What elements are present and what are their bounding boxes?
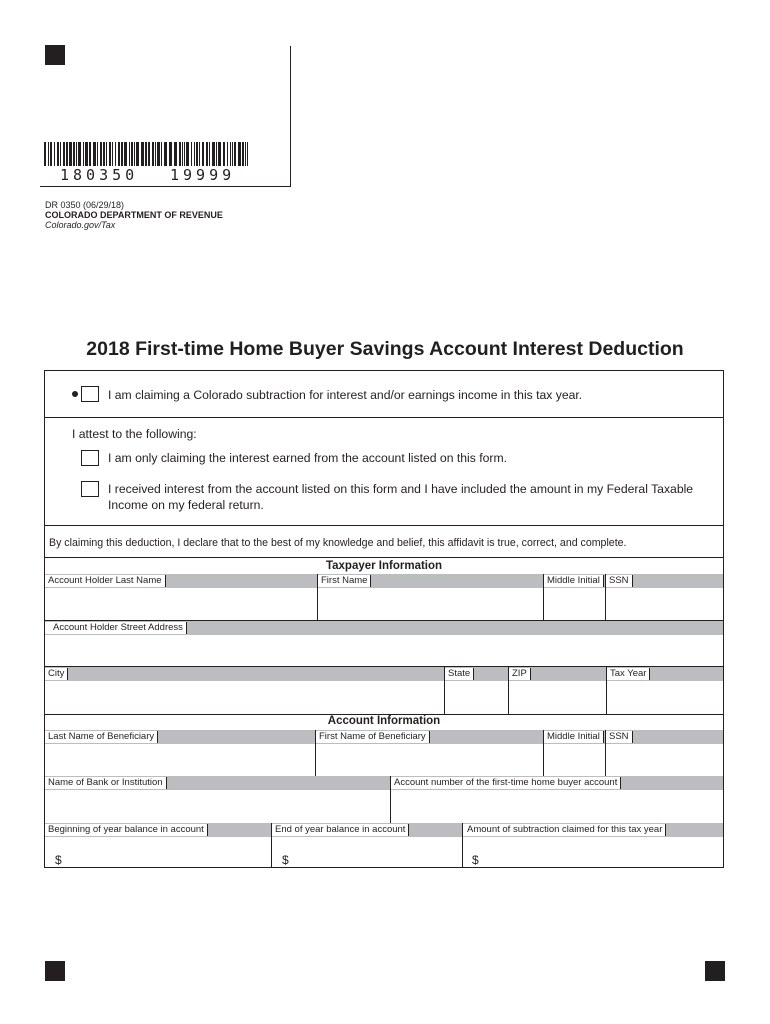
beneficiary-first-name-field[interactable] xyxy=(316,745,543,776)
street-address-field[interactable] xyxy=(45,636,723,666)
taxpayer-section-title: Taxpayer Information xyxy=(325,560,443,572)
barcode-box-right-border xyxy=(290,46,291,186)
tax-year-field[interactable] xyxy=(607,682,723,714)
beneficiary-middle-initial-field[interactable] xyxy=(544,745,605,776)
street-address-label: Account Holder Street Address xyxy=(45,622,187,634)
barcode-bar xyxy=(199,142,200,166)
barcode-bar xyxy=(161,142,162,166)
declaration: By claiming this deduction, I declare that to the best of my knowledge and belief, this affidavit is true, correct, and complete. xyxy=(49,537,627,549)
bank-name-label: Name of Bank or Institution xyxy=(45,777,167,789)
barcode-bar xyxy=(97,142,98,166)
ending-balance-field[interactable] xyxy=(272,838,462,868)
barcode-bar xyxy=(85,142,88,166)
barcode-bar xyxy=(155,142,156,166)
barcode-bar xyxy=(63,142,65,166)
state-label: State xyxy=(445,668,474,680)
barcode-bar xyxy=(182,142,183,166)
barcode-bar xyxy=(106,142,107,166)
barcode-bar xyxy=(112,142,113,166)
barcode-bar xyxy=(118,142,120,166)
barcode-box-bottom-border xyxy=(40,186,291,187)
account-holder-last-name-label: Account Holder Last Name xyxy=(45,575,166,587)
city-label: City xyxy=(45,668,68,680)
beneficiary-ssn-label: SSN xyxy=(606,731,633,743)
subtraction-amount-dollar-sign: $ xyxy=(472,853,479,867)
barcode-bar xyxy=(212,142,215,166)
account-number-field[interactable] xyxy=(391,791,723,823)
barcode-bar xyxy=(50,142,52,166)
barcode-bar xyxy=(232,142,233,166)
barcode-bar xyxy=(194,142,195,166)
subtraction-amount-field[interactable] xyxy=(463,838,723,868)
account-number-label: Account number of the first-time home buyer account xyxy=(391,777,621,789)
barcode xyxy=(44,142,252,166)
beginning-balance-dollar-sign: $ xyxy=(55,853,62,867)
claim-divider xyxy=(44,417,724,418)
barcode-bar xyxy=(89,142,91,166)
beneficiary-ssn-field[interactable] xyxy=(606,745,723,776)
barcode-bar xyxy=(174,142,177,166)
barcode-bar xyxy=(124,142,127,166)
beginning-balance-field[interactable] xyxy=(45,838,271,868)
subtraction-amount-label: Amount of subtraction claimed for this tax year xyxy=(463,824,666,836)
barcode-bar xyxy=(234,142,236,166)
barcode-bar xyxy=(148,142,150,166)
barcode-bar xyxy=(145,142,147,166)
barcode-bar xyxy=(78,142,81,166)
barcode-bar xyxy=(141,142,144,166)
barcode-bar xyxy=(206,142,208,166)
barcode-bar xyxy=(66,142,68,166)
barcode-bar xyxy=(209,142,210,166)
bank-name-field[interactable] xyxy=(45,791,390,823)
attest-item-1: I am only claiming the interest earned from the account listed on this form. xyxy=(108,451,507,465)
registration-mark-bottom-left xyxy=(45,961,65,981)
barcode-bar xyxy=(196,142,198,166)
beginning-balance-label: Beginning of year balance in account xyxy=(45,824,208,836)
ssn-label: SSN xyxy=(606,575,633,587)
barcode-bar xyxy=(169,142,172,166)
attest-intro: I attest to the following: xyxy=(72,427,197,441)
account-holder-last-name-field[interactable] xyxy=(45,589,317,620)
barcode-bar xyxy=(76,142,77,166)
beneficiary-first-name-label: First Name of Beneficiary xyxy=(316,731,430,743)
barcode-bar xyxy=(179,142,181,166)
barcode-number-right: 19999 xyxy=(170,166,236,184)
barcode-bar xyxy=(103,142,105,166)
barcode-bar xyxy=(164,142,167,166)
beneficiary-last-name-field[interactable] xyxy=(45,745,315,776)
barcode-bar xyxy=(44,142,46,166)
barcode-bar xyxy=(60,142,61,166)
form-number: DR 0350 (06/29/18) xyxy=(45,200,125,210)
barcode-bar xyxy=(186,142,189,166)
beneficiary-last-name-label: Last Name of Beneficiary xyxy=(45,731,158,743)
department-website: Colorado.gov/Tax xyxy=(45,220,116,230)
department-name: COLORADO DEPARTMENT OF REVENUE xyxy=(45,210,223,220)
attest-divider xyxy=(44,525,724,526)
first-name-field[interactable] xyxy=(318,589,543,620)
barcode-bar xyxy=(134,142,135,166)
state-field[interactable] xyxy=(445,682,508,714)
barcode-bar xyxy=(184,142,185,166)
tax-year-label: Tax Year xyxy=(607,668,650,680)
barcode-number-left: 180350 xyxy=(60,166,139,184)
claim-checkbox[interactable] xyxy=(81,386,99,402)
barcode-bar xyxy=(247,142,248,166)
first-name-label: First Name xyxy=(318,575,371,587)
barcode-bar xyxy=(136,142,139,166)
ending-balance-dollar-sign: $ xyxy=(282,853,289,867)
zip-label: ZIP xyxy=(509,668,531,680)
registration-mark-bottom-right xyxy=(705,961,725,981)
barcode-bar xyxy=(230,142,231,166)
attest-checkbox-2[interactable] xyxy=(81,481,99,497)
attest-checkbox-1[interactable] xyxy=(81,450,99,466)
zip-field[interactable] xyxy=(509,682,606,714)
barcode-bar xyxy=(73,142,75,166)
city-field[interactable] xyxy=(45,682,444,714)
barcode-bar xyxy=(227,142,228,166)
ssn-field[interactable] xyxy=(606,589,723,620)
barcode-bar xyxy=(129,142,130,166)
barcode-bar xyxy=(242,142,244,166)
barcode-bar xyxy=(109,142,111,166)
barcode-bar xyxy=(121,142,123,166)
barcode-bar xyxy=(238,142,241,166)
barcode-bar xyxy=(157,142,160,166)
barcode-bar xyxy=(93,142,96,166)
barcode-bar xyxy=(131,142,133,166)
ending-balance-label: End of year balance in account xyxy=(272,824,409,836)
barcode-bar xyxy=(69,142,72,166)
barcode-bar xyxy=(152,142,154,166)
barcode-bar xyxy=(48,142,49,166)
barcode-bar xyxy=(83,142,84,166)
barcode-bar xyxy=(191,142,192,166)
page-title: 2018 First-time Home Buyer Savings Account Interest Deduction xyxy=(86,338,684,360)
barcode-bar xyxy=(218,142,221,166)
barcode-bar xyxy=(57,142,59,166)
barcode-bar xyxy=(223,142,225,166)
barcode-bar xyxy=(216,142,217,166)
claim-statement: I am claiming a Colorado subtraction for interest and/or earnings income in this tax year. xyxy=(108,388,583,402)
barcode-bar xyxy=(54,142,55,166)
barcode-bar xyxy=(245,142,246,166)
account-section-title: Account Information xyxy=(327,715,441,727)
barcode-bar xyxy=(115,142,116,166)
registration-mark-top-left xyxy=(45,45,65,65)
barcode-bar xyxy=(100,142,102,166)
middle-initial-label: Middle Initial xyxy=(544,575,604,587)
attest-item-2: I received interest from the account listed on this form and I have included the amount in my Federal Taxable Income on my federal return. xyxy=(108,482,694,512)
middle-initial-field[interactable] xyxy=(544,589,605,620)
declaration-divider xyxy=(44,557,724,558)
barcode-bar xyxy=(202,142,204,166)
beneficiary-middle-initial-label: Middle Initial xyxy=(544,731,604,743)
required-bullet-icon xyxy=(72,391,78,397)
